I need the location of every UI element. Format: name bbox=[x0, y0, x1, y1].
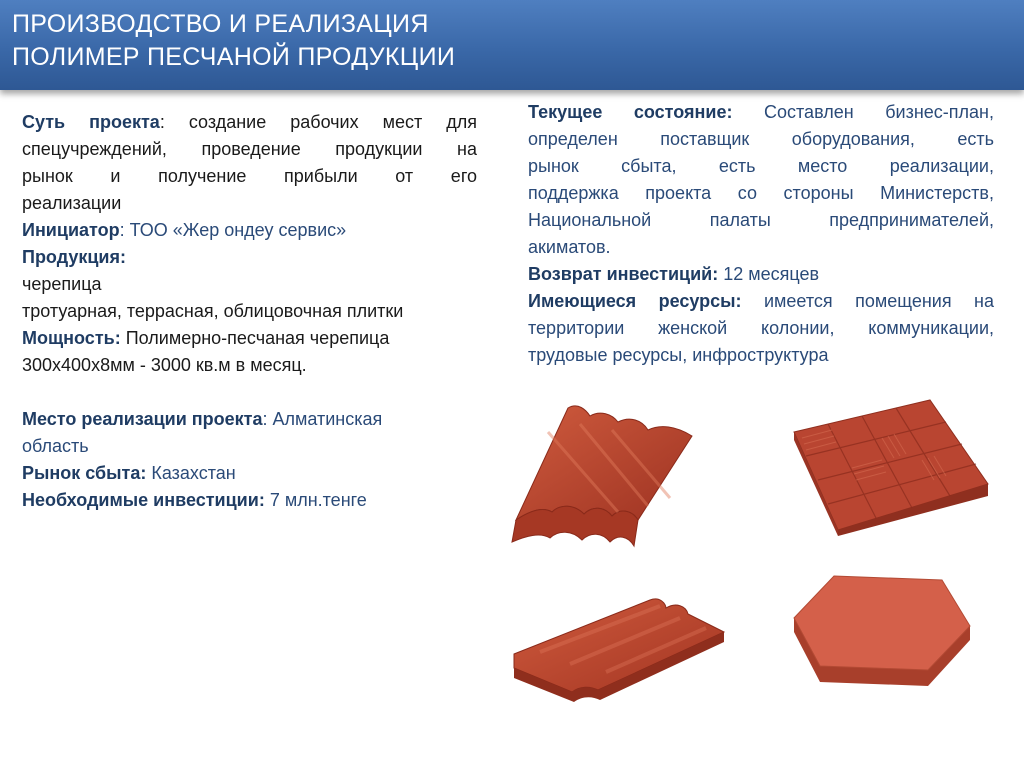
status-line-5: Национальной палаты предпринимателей, bbox=[528, 210, 994, 230]
location-line-2: область bbox=[22, 436, 89, 456]
status-line-3: рынок сбыта, есть место реализации, bbox=[528, 156, 994, 176]
market-line bbox=[22, 460, 477, 487]
essence-line-2: спецучреждений, проведение продукции на bbox=[22, 139, 477, 159]
investment-value: 7 млн.тенге bbox=[264, 490, 367, 510]
return-value: 12 месяцев bbox=[718, 264, 820, 284]
status-label: Текущее состояние: bbox=[528, 102, 733, 122]
resources-label: Имеющиеся ресурсы: bbox=[528, 291, 742, 311]
resources-line-1: Имеющиеся ресурсы: имеется помещения на bbox=[528, 291, 994, 311]
slide-title-line-2: ПОЛИМЕР ПЕСЧАНОЙ ПРОДУКЦИИ bbox=[12, 43, 456, 71]
location-line-1: Место реализации проекта: Алматинская bbox=[22, 409, 383, 429]
roof-tile-flat-icon bbox=[510, 594, 728, 704]
product-item-1: черепица bbox=[22, 274, 102, 294]
market-label: Рынок сбыта: bbox=[22, 463, 147, 483]
product-item-2: тротуарная, террасная, облицовочная плитки bbox=[22, 301, 404, 321]
roof-tile-wave-icon bbox=[508, 402, 698, 554]
return-label: Возврат инвестиций: bbox=[528, 264, 719, 284]
status-line-2: определен поставщик оборудования, есть bbox=[528, 129, 994, 149]
essence-label: Суть проекта bbox=[22, 112, 160, 132]
return-line bbox=[528, 261, 994, 288]
investment-line bbox=[22, 487, 477, 514]
location-label: Место реализации проекта bbox=[22, 409, 263, 429]
spacer bbox=[22, 379, 477, 406]
left-column bbox=[22, 109, 477, 514]
capacity-label: Мощность: bbox=[22, 328, 121, 348]
essence-line-1: Суть проекта: создание рабочих мест для bbox=[22, 112, 477, 132]
resources-line-3: трудовые ресурсы, инфроструктура bbox=[528, 345, 829, 365]
initiator-value: : ТОО «Жер ондеу сервис» bbox=[119, 220, 347, 240]
right-column bbox=[528, 99, 994, 369]
initiator-line bbox=[22, 217, 477, 244]
investment-label: Необходимые инвестиции: bbox=[22, 490, 265, 510]
status-line-6: акиматов. bbox=[528, 237, 611, 257]
capacity-line-2: 300х400х8мм - 3000 кв.м в месяц. bbox=[22, 355, 307, 375]
products-heading: Продукция: bbox=[22, 247, 126, 267]
essence-line-3: рынок и получение прибыли от его bbox=[22, 166, 477, 186]
title-bar bbox=[0, 0, 1024, 90]
initiator-label: Инициатор bbox=[22, 220, 120, 240]
capacity-line-1: Мощность: Полимерно-песчаная черепица bbox=[22, 328, 390, 348]
resources-line-2: территории женской колонии, коммуникации, bbox=[528, 318, 994, 338]
slide-title-line-1: ПРОИЗВОДСТВО И РЕАЛИЗАЦИЯ bbox=[12, 10, 429, 38]
status-line-1: Текущее состояние: Составлен бизнес-план, bbox=[528, 102, 994, 122]
essence-line-4: реализации bbox=[22, 193, 122, 213]
status-line-4: поддержка проекта со стороны Министерств, bbox=[528, 183, 994, 203]
paving-tile-square-icon bbox=[792, 398, 990, 536]
market-value: Казахстан bbox=[146, 463, 236, 483]
paving-tile-hexagon-icon bbox=[792, 574, 972, 692]
